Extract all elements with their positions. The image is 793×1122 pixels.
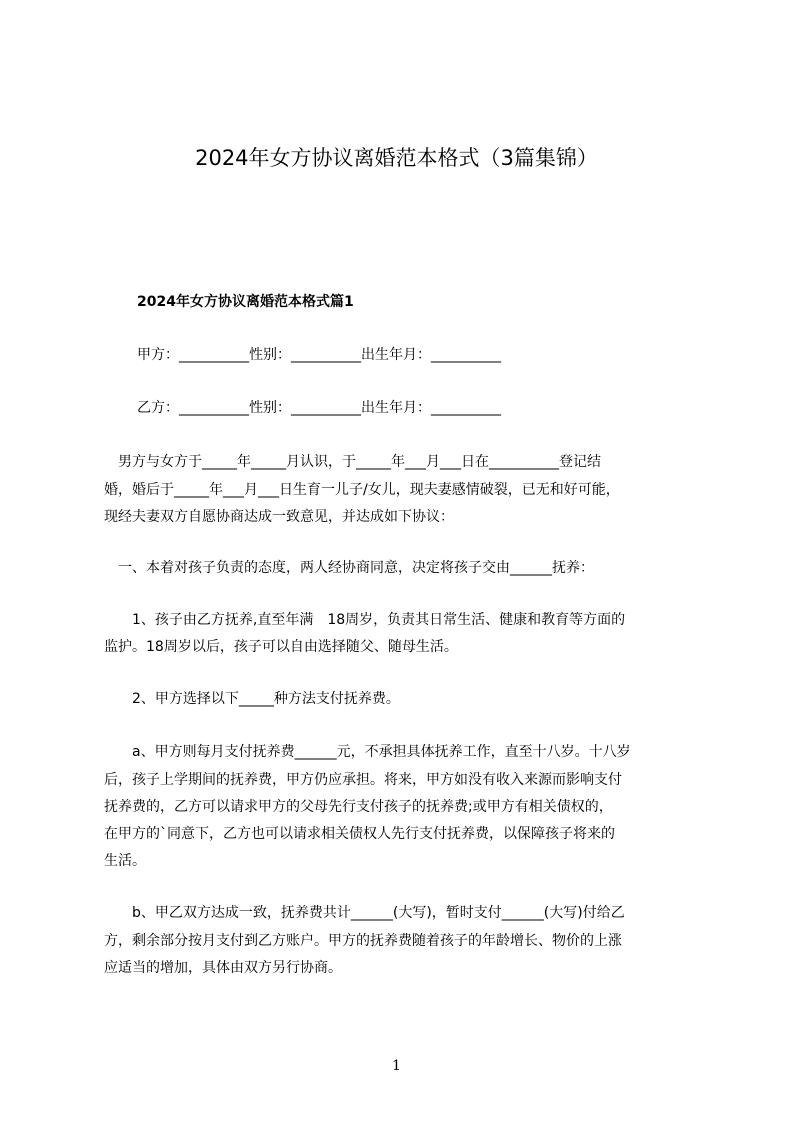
paragraph-line: 婚，婚后于_____年___月___日生育一儿子/女儿，现夫妻感情破裂，已无和好可能， xyxy=(104,482,620,498)
paragraph-line: 现经夫妻双方自愿协商达成一致意见，并达成如下协议： xyxy=(104,509,454,525)
paragraph-line: 应适当的增加，具体由双方另行协商。 xyxy=(104,960,342,976)
page-number: 1 xyxy=(392,1058,401,1074)
item-2-line: 2、甲方选择以下_____种方法支付抚养费。 xyxy=(104,691,400,707)
paragraph-line: 男方与女方于_____年_____月认识，于_____年___月___日在__________登记结 xyxy=(104,454,601,470)
paragraph-line: 后，孩子上学期间的抚养费，甲方仍应承担。将来，甲方如没有收入来源而影响支付 xyxy=(104,772,622,788)
clause-1-line: 一、本着对孩子负责的态度，两人经协商同意，决定将孩子交由______抚养： xyxy=(104,560,594,576)
paragraph-line: 监护。18周岁以后，孩子可以自由选择随父、随母生活。 xyxy=(104,639,458,655)
paragraph-line: 在甲方的`同意下，乙方也可以请求相关债权人先行支付抚养费，以保障孩子将来的 xyxy=(104,826,615,842)
section-heading: 2024年女方协议离婚范本格式篇1 xyxy=(137,294,354,310)
paragraph-line: 方，剩余部分按月支付到乙方账户。甲方的抚养费随着孩子的年龄增长、物价的上涨 xyxy=(104,933,622,949)
paragraph-line: 抚养费的，乙方可以请求甲方的父母先行支付孩子的抚养费;或甲方有相关债权的， xyxy=(104,799,613,815)
paragraph-line: b、甲乙双方达成一致，抚养费共计______(大写)，暂时支付______(大写)付给乙 xyxy=(104,905,625,921)
party-a-line: 甲方：__________性别：__________出生年月：__________ xyxy=(137,347,501,363)
document-title: 2024年女方协议离婚范本格式（3篇集锦） xyxy=(195,146,598,170)
party-b-line: 乙方：__________性别：__________出生年月：__________ xyxy=(137,400,501,416)
paragraph-line: a、甲方则每月支付抚养费______元，不承担具体抚养工作，直至十八岁。十八岁 xyxy=(104,744,631,760)
paragraph-line: 1、孩子由乙方抚养,直至年满 18周岁，负责其日常生活、健康和教育等方面的 xyxy=(104,612,626,628)
paragraph-line: 生活。 xyxy=(104,853,146,869)
